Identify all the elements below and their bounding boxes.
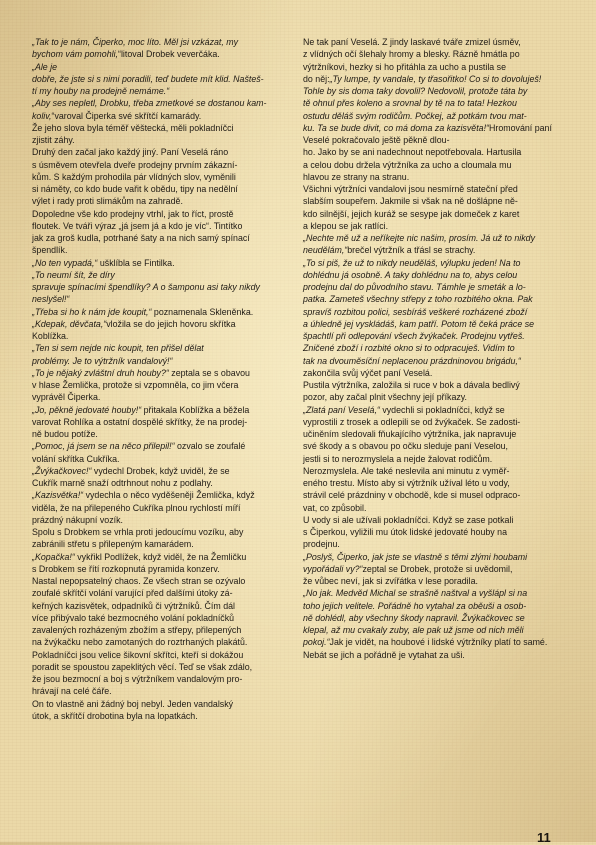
dialogue-text: „Kopačka!“ xyxy=(32,551,75,562)
dialogue-text: „To si piš, že už to nikdy neuděláš, výlupku jeden! Na to dohlédnu já osobně. A taky dohlédnu na to, abys celou prodejnu dal do původního stavu. Támhle je smeták a lo- patka. Zameteš všechny střepy z toho rozbitého okna. Pak spravíš rozbitou polici, sesbíráš veškeré rozházené zboží a úhledně jej vyskládáš, kam patří. Potom tě čeká práce se špachtlí při odlepování všech žvýkaček. Prodejnu vytřeš. Zničené zboží i rozbité okno si to odpracuješ. Vidím to tak na dvouměsíční neplacenou prázdninovou brigádu,“ xyxy=(303,257,535,366)
narration-text: zeptala se s obavou v hlase Žemlička, protože si vzpomněla, co jim včera vyprávěl Čiperka. xyxy=(32,367,250,403)
dialogue-text: „Kdepak, děvčata,“ xyxy=(32,318,107,329)
dialogue-text: „Poslyš, Čiperko, jak jste se vlastně s těmi zlými houbami vypořádali vy?“ xyxy=(303,551,528,574)
narration-text: “litoval Drobek veverčáka. xyxy=(118,49,220,60)
dialogue-text: „Jo, pěkně jedovaté houby!“ xyxy=(32,404,142,415)
dialogue-text: „Ten si sem nejde nic koupit, ten přišel dělat problémy. Je to výtržník vandalový!“ xyxy=(32,343,204,366)
narration-text: vložila se do jejich hovoru skřítka Koblížka. xyxy=(32,318,236,341)
dialogue-text: „Zlatá paní Veselá,“ xyxy=(303,404,380,415)
dialogue-text: „Pomoc, já jsem se na něco přilepil!“ xyxy=(32,441,175,452)
dialogue-text: „No ten vypadá,“ xyxy=(32,257,98,268)
dialogue-text: „Ty lumpe, ty vandale, ty třasořitko! Co si to dovoluješ! Tohle by sis doma taky dovolil? Nedovolil, protože táta by tě ohnul přes koleno a srovnal by tě na to tata! Hezkou ostudu děláš svým rodičům. Počkej, až potkám tvou mat- ku. Ta se bude divit, co má doma za kazisvěta!“ xyxy=(303,73,542,133)
right-text-column xyxy=(303,36,553,661)
dialogue-text: „To je nějaký zvláštní druh houby?“ xyxy=(32,367,169,378)
narration-text: vykřikl Podlížek, když viděl, že na Žemličku s Drobkem se řítí rozkopnutá pyramida konzerv. Nastal nepopsatelný chaos. Ze všech stran se ozývalo zoufalé skřítčí volání varující před dalšími útoky zá- keřných kazisvětek, odpadníků či výtržníků. Čím dál více přibývalo také bezmocného volání pokladníčků zavalených rozházeným zbožím a střepy, přilepených na žvýkačku nebo zamotaných do roztrhaných plakátů. Pokladníčci jsou velice šikovní skřítci, kteří si dokážou poradit se spoustou zapeklitých věcí. Teď se však zdálo, že jsou bezmocní a boj s výtržníkem vandalovým pro- hrávají na celé čáře. On to vlastně ani žádný boj nebyl. Jeden vandalský útok, a skřítčí drobotina byla na lopatkách. xyxy=(32,551,253,721)
dialogue-text: „Kazisvětka!“ xyxy=(32,490,84,501)
column-text xyxy=(303,36,553,661)
dialogue-text: „Tak to je nám, Čiperko, moc líto. Měl jsi vzkázat, my bychom vám pomohli, xyxy=(32,37,239,60)
narration-text: brečel výtržník a třásl se strachy. xyxy=(347,245,476,256)
left-text-column xyxy=(32,36,282,722)
narration-text: “varoval Čiperka své skřítčí kamarády. Že jeho slova byla téměř věštecká, měli pokladníčci zjistit záhy. Druhý den začal jako každý jiný. Paní Veselá ráno s úsměvem otevřela dveře prodejny prvním zákazní- kům. S každým prohodila pár vlídných slov, vyměnili si náměty, co kdo bude vařit k obědu, tipy na nedělní výlet i rady proti slimákům na zahradě. Dopoledne vše kdo prodejny vtrhl, jak to říct, prostě floutek. Ve tváři výraz „já jsem já a kdo je víc“. Tintítko jak za groš kudla, potrhané šaty a na nich samý spínací špendlík. xyxy=(32,110,250,256)
narration-text: Jak je vidět, na houbové i lidské výtržníky platí to samé. Nebát se jich a pořádně je vytahat za uši. xyxy=(303,637,548,660)
dialogue-text: „Žvýkačkovec!“ xyxy=(32,465,92,476)
narration-text: Ne tak paní Veselá. Z jindy laskavé tváře zmizel úsměv, z vlídných očí šlehaly hromy a blesky. Rázně hmátla po výtržníkovi, hezky si ho přitáhla za ucho a pustila se do něj: xyxy=(303,37,521,84)
column-text xyxy=(32,36,282,722)
dialogue-text: „Ale je dobře, že jste si s nimi poradili, teď budete mít klid. Našteš- tí my houby na prodejně nemáme.“ xyxy=(32,61,264,96)
dialogue-text: „Nechte mě už a neříkejte nic našim, prosím. Já už to nikdy neudělám,“ xyxy=(303,233,535,256)
dialogue-text: „To neumí šít, že díry spravuje spínacími špendlíky? A o šamponu asi taky nikdy neslyšel!“ xyxy=(32,269,260,305)
page-number: 11 xyxy=(537,830,551,845)
dialogue-text: „Aby ses nepletl, Drobku, třeba zmetkové se dostanou kam- koliv, xyxy=(32,98,267,121)
narration-text: vydechli si pokladníčci, když se vyprostili z trosek a odlepili se od žvýkaček. Se zadosti- učiněním sledovali fňukajícího výtržníka, jak napravuje své škody a s obavou po očku sleduje paní Veselou, jestli si to nerozmyslela a nejde žalovat rodičům. Nerozmyslela. Ale také neslevila ani minutu z vyměř- eného trestu. Místo aby si výtržník užíval léto u vody, strávil celé prázdniny v obchodě, kde si musel odpraco- vat, co způsobil. U vody si ale užívali pokladníčci. Když se zase potkali s Čiperkou, vyližili mu útok lidské jedovaté houby na prodejnu. xyxy=(303,404,521,550)
narration-text: přitakala Koblížka a běžela varovat Rohlíka a ostatní dospělé skřítky, že na prodej- ně budou potíže. xyxy=(32,404,250,439)
narration-text: zeptal se Drobek, protože si uvědomil, že vůbec neví, jak si zvířátka v lese poradila. xyxy=(303,563,513,586)
dialogue-text: „Třeba si ho k nám jde koupit,“ xyxy=(32,306,152,317)
narration-text: Hromování paní Veselé pokračovalo ještě pěkně dlou- ho. Jako by se ani nadechnout nepotřebovala. Hartusila a celou dobu držela výtržníka za ucho a cloumala mu hlavou ze strany na stranu. Všichni výtržníci vandalovi jsou nesmírně stateční před slabším soupeřem. Jakmile si však na ně došlápne ně- kdo silnější, jejich kuráž se sesype jak domeček z karet a klepou se jak ratlíci. xyxy=(303,122,552,231)
narration-text: zakončila svůj výčet paní Veselá. Pustila výtržníka, založila si ruce v bok a dávala bedlivý pozor, aby začal plnit všechny její příkazy. xyxy=(303,367,520,403)
narration-text: vydechl Drobek, když uviděl, že se Cukřík marně snaží odtrhnout nohu z podlahy. xyxy=(32,465,230,488)
narration-text: ozvalo se zoufalé volání skřítka Cukříka. xyxy=(32,441,246,464)
narration-text: poznamenala Skleněnka. xyxy=(151,306,254,317)
narration-text: vydechla o něco vyděšeněji Žemlička, když viděla, že na přilepeného Cukříka plnou rychlostí míří prázdný nákupní vozík. Spolu s Drobkem se vrhla proti jedoucímu vozíku, aby zabránili střetu s přilepeným kamarádem. xyxy=(32,490,255,550)
dialogue-text: „No jak. Medvěd Michal se strašně naštval a vyšlápl si na toho jejich velitele. Pořádně ho vytahal za oběuši a osob- ně dohlédl, aby všechny škody napravil. Žvýkačkovec se klepal, až mu cvakaly zuby, ale pak už jsme od nich měli pokoj.“ xyxy=(303,588,528,648)
narration-text: ušklíbla se Fintilka. xyxy=(97,257,175,268)
